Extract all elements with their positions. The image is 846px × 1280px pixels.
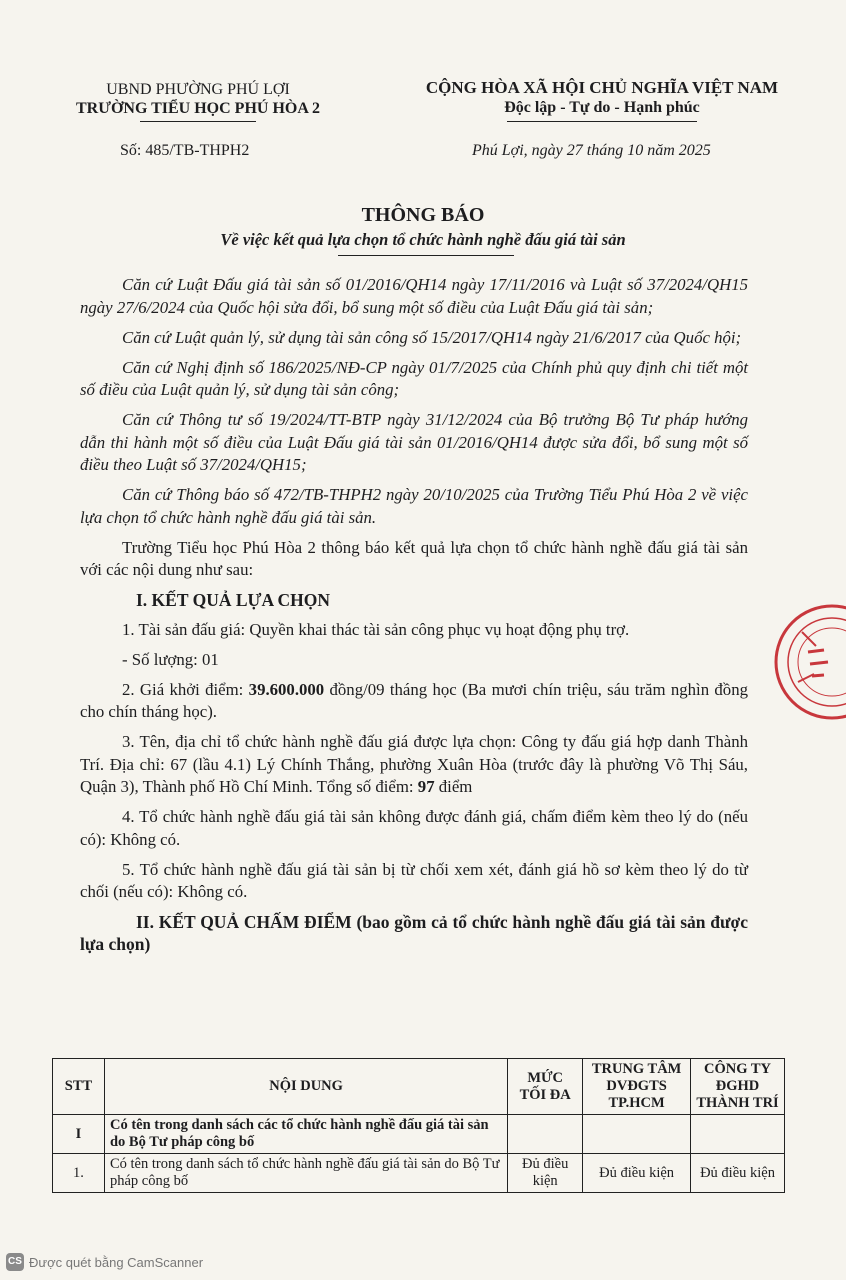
item-2 xyxy=(80,679,748,724)
table-cell: Có tên trong danh sách các tổ chức hành nghề đấu giá tài sản do Bộ Tư pháp công bố xyxy=(104,1115,507,1154)
subtitle-underline xyxy=(338,255,514,256)
scanner-watermark xyxy=(6,1253,203,1271)
motto-underline xyxy=(507,121,697,122)
issuing-organization xyxy=(58,80,338,122)
table-cell xyxy=(691,1115,785,1154)
total-score: 97 xyxy=(417,777,435,796)
document-title: THÔNG BÁO xyxy=(361,204,485,226)
official-seal-icon xyxy=(772,602,846,722)
scoring-table xyxy=(52,1058,785,1193)
org-underline xyxy=(140,121,256,122)
document-body xyxy=(80,274,748,962)
legal-basis-1: Căn cứ Luật Đấu giá tài sản số 01/2016/QH14 ngày 17/11/2016 và Luật số 37/2024/QH15 ngày 27/6/2024 của Quốc hội sửa đổi, bổ sung một số điều của Luật Đấu giá tài sản; xyxy=(80,275,748,317)
legal-basis-5: Căn cứ Thông báo số 472/TB-THPH2 ngày 20/10/2025 của Trường Tiểu Phú Hòa 2 về việc lựa chọn tổ chức hành nghề đấu giá tài sản. xyxy=(80,485,748,527)
table-row xyxy=(53,1154,785,1193)
header-stt: STT xyxy=(53,1059,105,1115)
starting-price: 39.600.000 xyxy=(248,679,325,699)
header-max: MỨC TỐI ĐA xyxy=(508,1059,583,1115)
header-content: NỘI DUNG xyxy=(104,1059,507,1115)
item-quantity: - Số lượng: 01 xyxy=(122,649,219,669)
header-center: TRUNG TÂM DVĐGTS TP.HCM xyxy=(583,1059,691,1115)
item-5: 5. Tổ chức hành nghề đấu giá tài sản bị từ chối xem xét, đánh giá hồ sơ kèm theo lý do từ chối (nếu có): Không có. xyxy=(80,859,748,901)
table-cell: Có tên trong danh sách tổ chức hành nghề đấu giá tài sản do Bộ Tư pháp công bố xyxy=(104,1154,507,1193)
nation-line-1: CỘNG HÒA XÃ HỘI CHỦ NGHĨA VIỆT NAM xyxy=(425,78,779,97)
table-cell xyxy=(508,1115,583,1154)
camscanner-logo-icon: CS xyxy=(6,1253,24,1271)
item-2-prefix: 2. Giá khởi điểm: xyxy=(122,679,249,699)
item-1: 1. Tài sản đấu giá: Quyền khai thác tài sản công phục vụ hoạt động phụ trợ. xyxy=(122,619,630,639)
table-cell: Đủ điều kiện xyxy=(691,1154,785,1193)
national-motto xyxy=(410,78,794,122)
scanner-watermark-text: Được quét bằng CamScanner xyxy=(29,1254,204,1270)
table-cell xyxy=(583,1115,691,1154)
table-cell: Đủ điều kiện xyxy=(583,1154,691,1193)
section-2-heading: II. KẾT QUẢ CHẤM ĐIỂM (bao gồm cả tổ chức hành nghề đấu giá tài sản được lựa chọn) xyxy=(80,912,748,954)
intro-paragraph: Trường Tiểu học Phú Hòa 2 thông báo kết quả lựa chọn tổ chức hành nghề đấu giá tài sản với các nội dung như sau: xyxy=(80,537,748,579)
legal-basis-4: Căn cứ Thông tư số 19/2024/TT-BTP ngày 31/12/2024 của Bộ trưởng Bộ Tư pháp hướng dẫn thi hành một số điều của Luật Đấu giá tài sản 01/2016/QH14 được sửa đổi, bổ sung một số điều theo Luật số 37/2024/QH15; xyxy=(80,410,748,474)
header-company: CÔNG TY ĐGHD THÀNH TRÍ xyxy=(691,1059,785,1115)
org-line-2: TRƯỜNG TIỂU HỌC PHÚ HÒA 2 xyxy=(75,100,321,118)
nation-line-2: Độc lập - Tự do - Hạnh phúc xyxy=(504,99,700,117)
section-1-heading: I. KẾT QUẢ LỰA CHỌN xyxy=(136,590,330,610)
legal-basis-3: Căn cứ Nghị định số 186/2025/NĐ-CP ngày 01/7/2025 của Chính phủ quy định chi tiết một số điều của Luật quản lý, sử dụng tài sản công; xyxy=(80,357,748,399)
item-2-suffix: đồng/09 tháng học (Ba mươi chín triệu, sáu trăm nghìn đồng cho chín tháng học). xyxy=(80,679,748,721)
document-number: Số: 485/TB-THPH2 xyxy=(120,142,250,159)
document-subtitle: Về việc kết quả lựa chọn tổ chức hành nghề đấu giá tài sản xyxy=(220,230,626,249)
table-cell: I xyxy=(53,1115,105,1154)
item-3 xyxy=(80,731,748,799)
table-row xyxy=(53,1115,785,1154)
document-date: Phú Lợi, ngày 27 tháng 10 năm 2025 xyxy=(472,142,711,159)
item-3-suffix: điểm xyxy=(434,777,473,796)
item-3-prefix: 3. Tên, địa chỉ tổ chức hành nghề đấu giá được lựa chọn: Công ty đấu giá hợp danh Thành Trí. Địa chỉ: 67 (lầu 4.1) Lý Chính Thắng, phường Xuân Hòa (trước đây là phường Võ Thị Sáu, Quận 3), Thành phố Hồ Chí Minh. Tổng số điểm: xyxy=(80,732,748,796)
legal-basis-2: Căn cứ Luật quản lý, sử dụng tài sản công số 15/2017/QH14 ngày 21/6/2017 của Quốc hội; xyxy=(122,327,742,347)
table-cell: Đủ điều kiện xyxy=(508,1154,583,1193)
table-cell: 1. xyxy=(53,1154,105,1193)
table-header-row xyxy=(53,1059,785,1115)
item-4: 4. Tổ chức hành nghề đấu giá tài sản không được đánh giá, chấm điểm kèm theo lý do (nếu có): Không có. xyxy=(80,807,748,849)
org-line-1: UBND PHƯỜNG PHÚ LỢI xyxy=(106,81,290,98)
